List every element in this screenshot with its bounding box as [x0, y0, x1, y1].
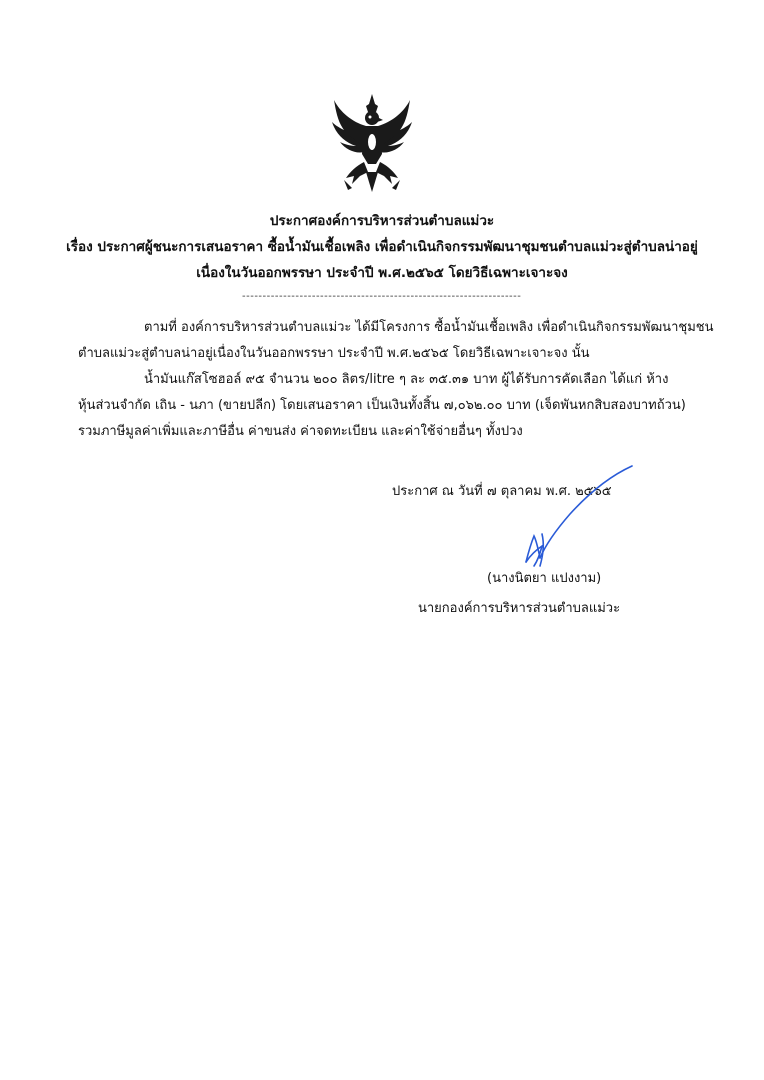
- title-subject: เรื่อง ประกาศผู้ชนะการเสนอราคา ซื้อน้ำมันเชื้อเพลิง เพื่อดำเนินกิจกรรมพัฒนาชุมชนตำบลแม่วะสู่ตำบลน่าอยู่: [66, 239, 698, 255]
- body-paragraph-1: [78, 315, 714, 367]
- title-subject-continued: เนื่องในวันออกพรรษา ประจำปี พ.ศ.๒๕๖๕ โดยวิธีเฉพาะเจาะจง: [196, 265, 568, 281]
- document-title: [0, 208, 764, 286]
- body-text-line: ตามที่ องค์การบริหารส่วนตำบลแม่วะ ได้มีโครงการ ซื้อน้ำมันเชื้อเพลิง เพื่อดำเนินกิจกรรมพัฒนาชุมชน: [144, 320, 714, 335]
- garuda-emblem-icon: [330, 92, 414, 194]
- body-paragraph-2: [78, 367, 686, 445]
- body-text-line: น้ำมันแก๊สโซฮอล์ ๙๕ จำนวน ๒๐๐ ลิตร/litre ๆ ละ ๓๕.๓๑ บาท ผู้ได้รับการคัดเลือก ได้แก่ ห้าง: [144, 372, 669, 387]
- body-text-line: หุ้นส่วนจำกัด เถิน - นภา (ขายปลีก) โดยเสนอราคา เป็นเงินทั้งสิ้น ๗,๐๖๒.๐๐ บาท (เจ็ดพันหกสิบสองบาทถ้วน): [78, 398, 686, 413]
- handwritten-signature: [500, 462, 640, 582]
- announcement-date: ประกาศ ณ วันที่ ๗ ตุลาคม พ.ศ. ๒๕๖๕: [392, 484, 612, 499]
- separator-line: --------------------------------------------------------------------: [242, 291, 522, 302]
- title-organization: ประกาศองค์การบริหารส่วนตำบลแม่วะ: [269, 213, 495, 229]
- signatory-position: นายกองค์การบริหารส่วนตำบลแม่วะ: [418, 601, 621, 616]
- body-text-line: ตำบลแม่วะสู่ตำบลน่าอยู่เนื่องในวันออกพรรษา ประจำปี พ.ศ.๒๕๖๕ โดยวิธีเฉพาะเจาะจง นั้น: [78, 346, 590, 361]
- body-text-line: รวมภาษีมูลค่าเพิ่มและภาษีอื่น ค่าขนส่ง ค่าจดทะเบียน และค่าใช้จ่ายอื่นๆ ทั้งปวง: [78, 424, 523, 439]
- signatory-name: (นางนิตยา แปงงาม): [487, 571, 602, 586]
